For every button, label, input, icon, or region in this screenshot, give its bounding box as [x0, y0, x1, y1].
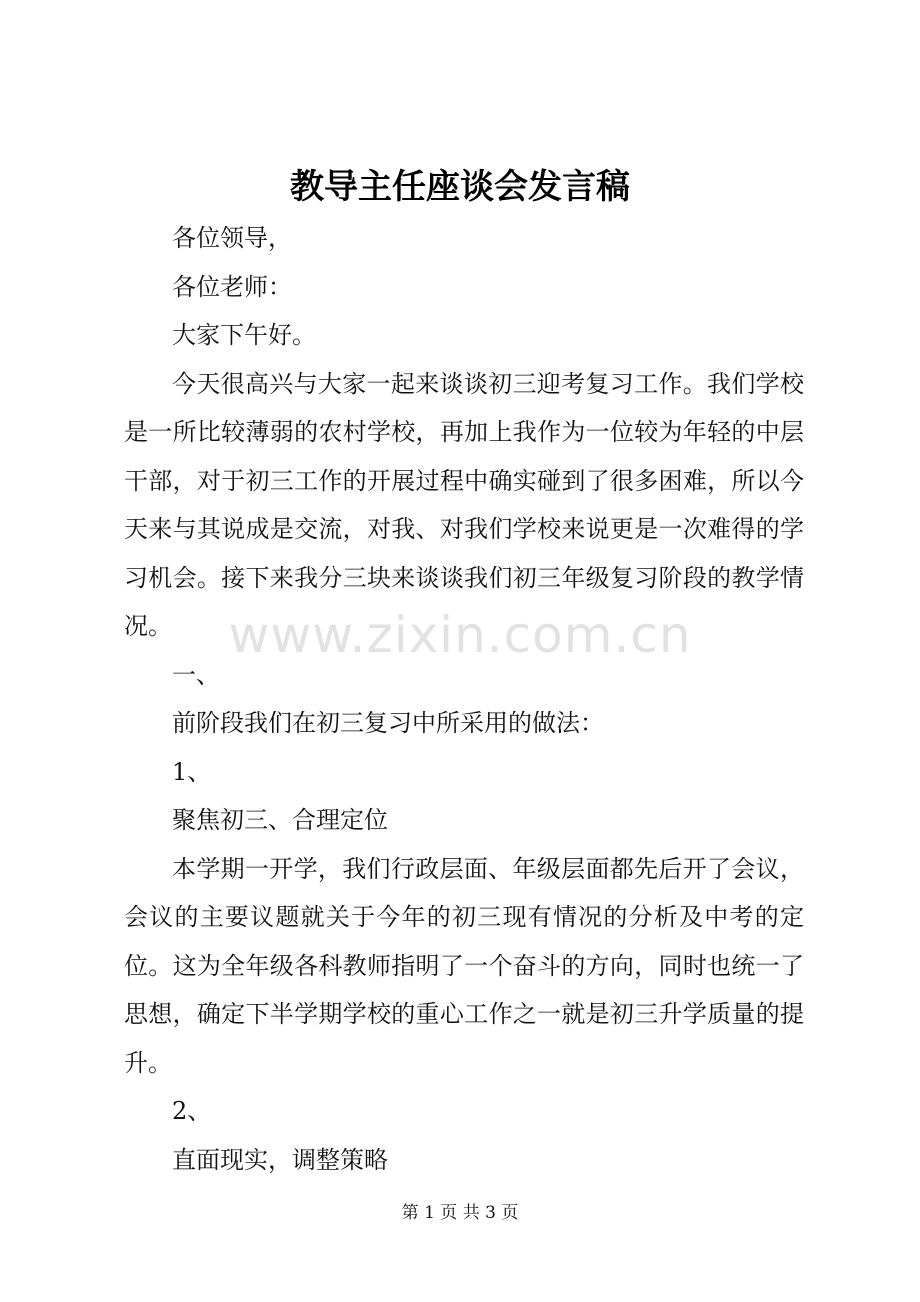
item-heading-focus: 聚焦初三、合理定位	[172, 806, 388, 834]
section-number-one: 一、	[172, 660, 220, 689]
watermark: www.zixin.com.cn	[228, 606, 692, 664]
document-body	[124, 214, 804, 1184]
section-heading-practices: 前阶段我们在初三复习中所采用的做法：	[172, 709, 604, 737]
paragraph-salutation-leaders: 各位领导，	[172, 224, 292, 252]
paragraph-introduction: 今天很高兴与大家一起来谈谈初三迎考复习工作。我们学校是一所比较薄弱的农村学校，再加上我作为一位较为年轻的中层干部，对于初三工作的开展过程中确实碰到了很多困难，所以今天来与其说成是交流，对我、对我们学校来说更是一次难得的学习机会。接下来我分三块来谈谈我们初三年级复习阶段的教学情况。	[124, 369, 804, 640]
paragraph-semester-start: 本学期一开学，我们行政层面、年级层面都先后开了会议，会议的主要议题就关于今年的初三现有情况的分析及中考的定位。这为全年级各科教师指明了一个奋斗的方向，同时也统一了思想，确定下半学期学校的重心工作之一就是初三升学质量的提升。	[124, 854, 804, 1077]
item-number-1: 1、	[172, 757, 212, 786]
paragraph-greeting: 大家下午好。	[172, 321, 316, 349]
paragraph-salutation-teachers: 各位老师：	[172, 272, 292, 301]
page-footer: 第 1 页 共 3 页	[401, 1203, 519, 1223]
item-number-2: 2、	[172, 1097, 212, 1125]
item-heading-strategy: 直面现实，调整策略	[172, 1145, 388, 1174]
document-title: 教导主任座谈会发言稿	[290, 167, 630, 207]
